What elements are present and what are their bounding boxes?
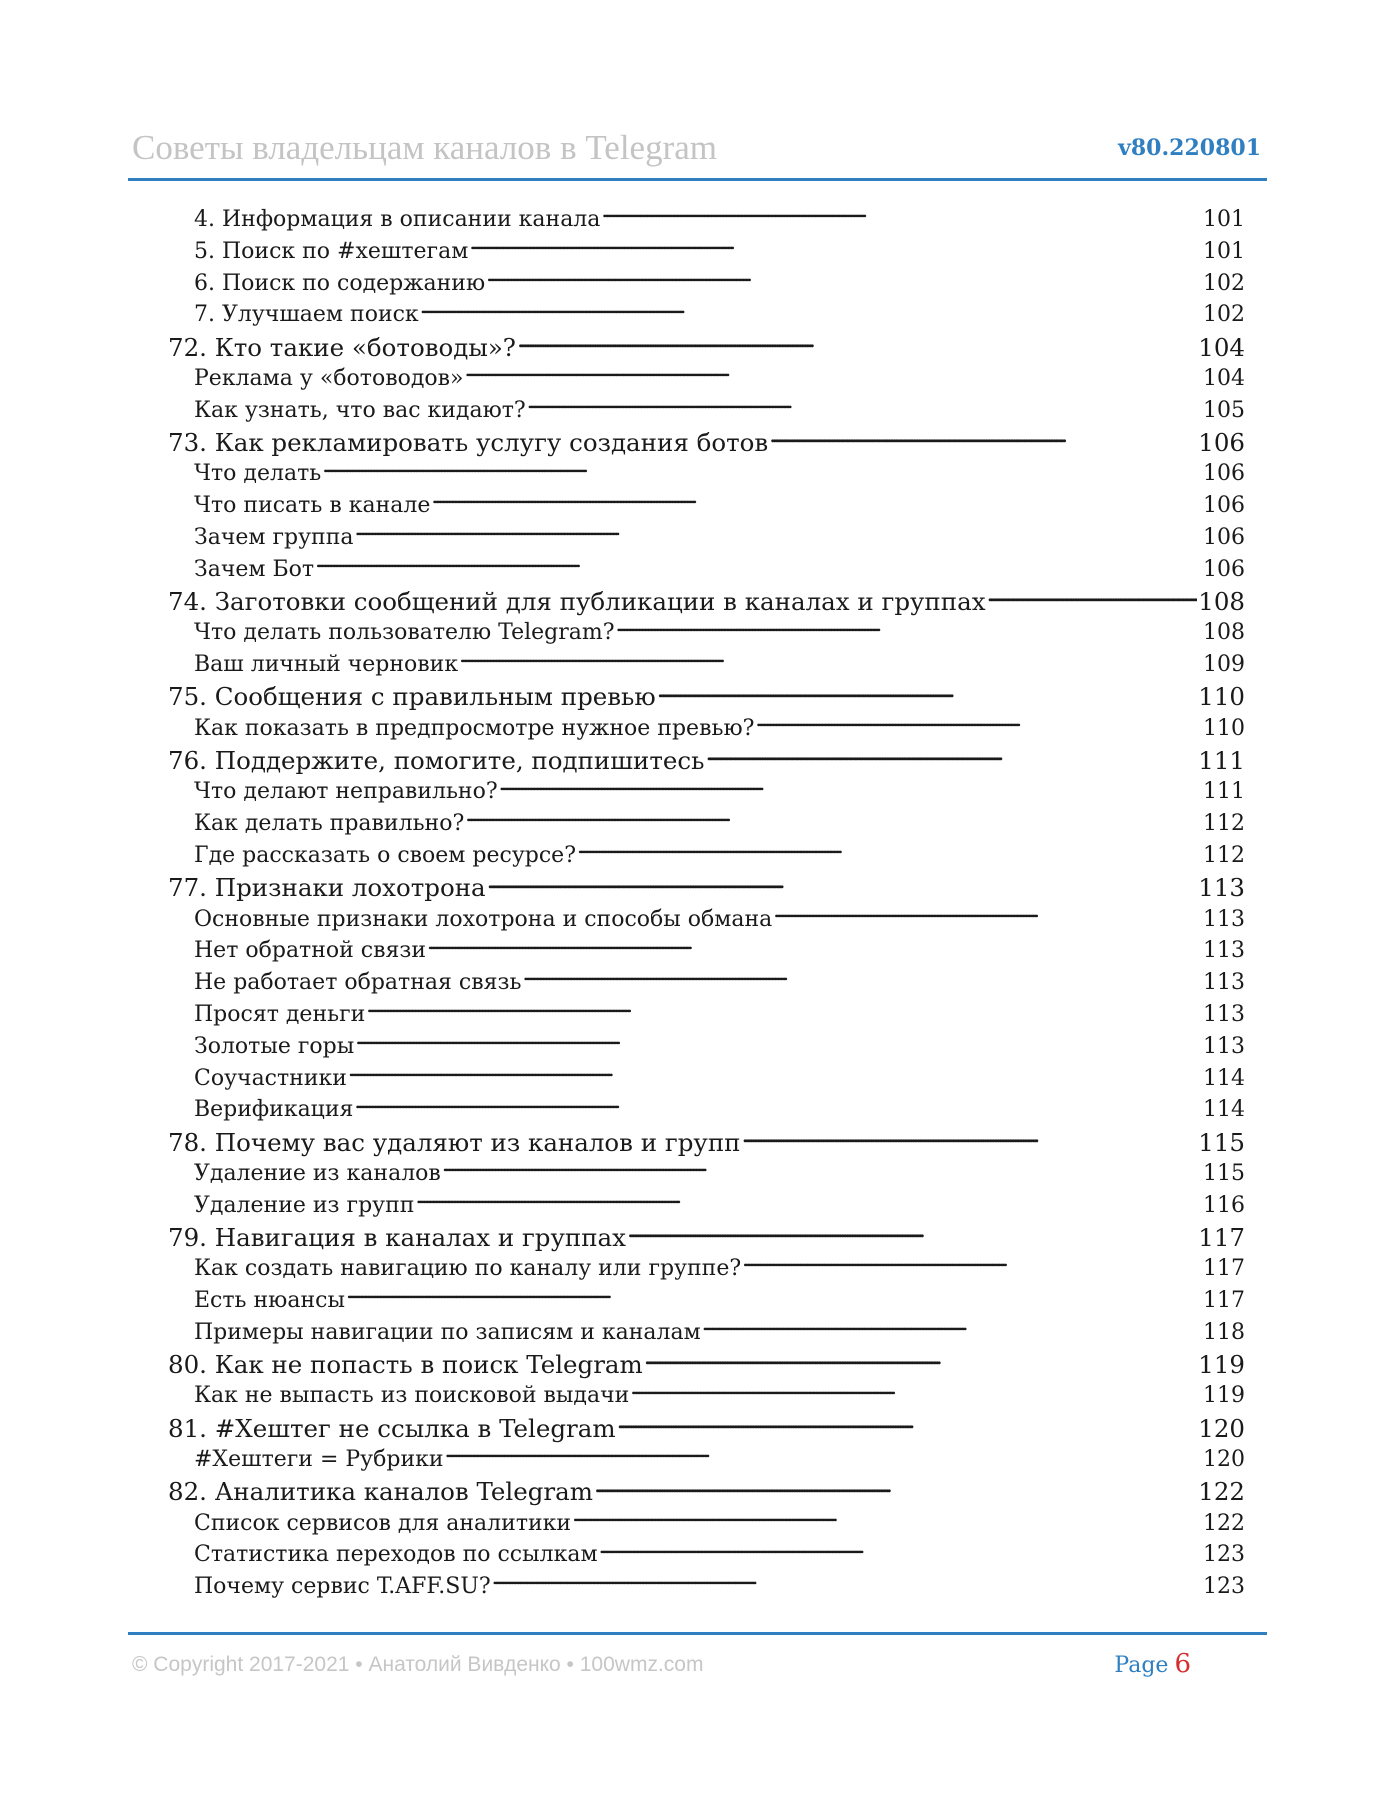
toc-entry-page: 106 [1198, 428, 1245, 458]
toc-entry-title: 5. Поиск по #хештегам [194, 238, 469, 264]
toc-section-entry[interactable] [194, 1317, 1245, 1349]
toc-entry-page: 112 [1203, 811, 1245, 837]
toc-entry-title: 76. Поддержите, помогите, подпишитесь [168, 746, 705, 776]
toc-entry-title: 80. Как не попасть в поиск Telegram [168, 1350, 643, 1380]
toc-section-entry[interactable] [194, 1508, 1245, 1540]
toc-entry-page: 101 [1203, 238, 1245, 264]
toc-dot-leader [322, 458, 1202, 480]
toc-entry-title: Золотые горы [194, 1033, 355, 1059]
toc-entry-title: Как узнать, что вас кидают? [194, 397, 526, 423]
toc-section-entry[interactable] [194, 1031, 1245, 1063]
toc-dot-leader [355, 522, 1203, 544]
toc-dot-leader [517, 331, 1197, 356]
toc-dot-leader [572, 1508, 1202, 1530]
toc-entry-title: #Хештеги = Рубрики [194, 1447, 444, 1473]
table-of-contents [168, 204, 1245, 1603]
toc-section-entry[interactable] [194, 999, 1245, 1031]
toc-entry-page: 116 [1203, 1192, 1245, 1218]
toc-entry-page: 113 [1203, 1033, 1245, 1059]
toc-entry-title: Список сервисов для аналитики [194, 1510, 572, 1536]
toc-entry-page: 119 [1198, 1350, 1245, 1380]
toc-chapter-entry[interactable] [168, 681, 1245, 713]
toc-dot-leader [657, 681, 1198, 706]
toc-entry-title: Как показать в предпросмотре нужное превью? [194, 715, 755, 741]
toc-chapter-entry[interactable] [168, 1476, 1245, 1508]
copyright-text: © Copyright 2017-2021 • Анатолий Вивденко • 100wmz.com [132, 1653, 704, 1676]
toc-entry-title: Как не выпасть из поисковой выдачи [194, 1383, 630, 1409]
toc-entry-title: Как делать правильно? [194, 811, 465, 837]
toc-entry-title: 73. Как рекламировать услугу создания ботов [168, 428, 769, 458]
toc-dot-leader [741, 1126, 1197, 1151]
toc-entry-title: 7. Улучшаем поиск [194, 302, 419, 328]
toc-entry-title: Просят деньги [194, 1001, 366, 1027]
toc-section-entry[interactable] [194, 840, 1245, 872]
toc-entry-page: 109 [1203, 652, 1245, 678]
toc-chapter-entry[interactable] [168, 872, 1245, 904]
toc-section-entry[interactable] [194, 490, 1245, 522]
toc-dot-leader [616, 617, 1202, 639]
toc-entry-page: 113 [1198, 873, 1245, 903]
toc-dot-leader [464, 363, 1202, 385]
page-header [128, 122, 1267, 181]
toc-entry-page: 106 [1203, 524, 1245, 550]
toc-entry-page: 115 [1203, 1160, 1245, 1186]
toc-dot-leader [577, 840, 1202, 862]
toc-chapter-entry[interactable] [168, 427, 1245, 459]
toc-section-entry[interactable] [194, 236, 1245, 268]
toc-section-entry[interactable] [194, 1285, 1245, 1317]
toc-section-entry[interactable] [194, 1539, 1245, 1571]
toc-chapter-entry[interactable] [168, 1222, 1245, 1254]
toc-section-entry[interactable] [194, 649, 1245, 681]
toc-entry-page: 120 [1198, 1413, 1245, 1443]
toc-dot-leader [431, 490, 1202, 512]
toc-chapter-entry[interactable] [168, 586, 1245, 618]
toc-entry-page: 110 [1203, 715, 1245, 741]
toc-entry-page: 112 [1203, 842, 1245, 868]
page-label: Page [1114, 1653, 1169, 1678]
toc-dot-leader [601, 204, 1202, 226]
toc-entry-title: Как создать навигацию по каналу или группе? [194, 1256, 742, 1282]
toc-dot-leader [348, 1063, 1202, 1085]
toc-section-entry[interactable] [194, 1063, 1245, 1095]
toc-section-entry[interactable] [194, 776, 1245, 808]
document-version: v80.220801 [1118, 135, 1261, 161]
toc-entry-page: 111 [1203, 779, 1245, 805]
toc-entry-page: 111 [1198, 746, 1245, 776]
toc-entry-page: 115 [1198, 1127, 1245, 1157]
toc-section-entry[interactable] [194, 1190, 1245, 1222]
toc-section-entry[interactable] [194, 522, 1245, 554]
page-footer [128, 1632, 1267, 1695]
toc-entry-page: 108 [1203, 620, 1245, 646]
toc-dot-leader [769, 427, 1197, 452]
toc-chapter-entry[interactable] [168, 1349, 1245, 1381]
toc-dot-leader [522, 967, 1202, 989]
toc-entry-page: 106 [1203, 493, 1245, 519]
toc-section-entry[interactable] [194, 204, 1245, 236]
toc-entry-page: 110 [1198, 682, 1245, 712]
toc-section-entry[interactable] [194, 808, 1245, 840]
toc-entry-title: Удаление из групп [194, 1192, 415, 1218]
toc-dot-leader [355, 1031, 1202, 1053]
page-number: 6 [1174, 1649, 1191, 1679]
toc-entry-page: 113 [1203, 906, 1245, 932]
toc-dot-leader [445, 1444, 1202, 1466]
toc-dot-leader [773, 904, 1202, 926]
toc-dot-leader [527, 395, 1202, 417]
toc-section-entry[interactable] [194, 1571, 1245, 1603]
toc-section-entry[interactable] [194, 904, 1245, 936]
toc-entry-page: 120 [1203, 1447, 1245, 1473]
toc-section-entry[interactable] [194, 1094, 1245, 1126]
toc-dot-leader [427, 935, 1202, 957]
toc-entry-page: 105 [1203, 397, 1245, 423]
toc-entry-page: 123 [1203, 1574, 1245, 1600]
toc-entry-page: 123 [1203, 1542, 1245, 1568]
toc-dot-leader [644, 1349, 1197, 1374]
toc-entry-page: 117 [1203, 1288, 1245, 1314]
toc-entry-title: Статистика переходов по ссылкам [194, 1542, 598, 1568]
toc-entry-page: 114 [1203, 1097, 1245, 1123]
toc-entry-page: 106 [1203, 556, 1245, 582]
toc-entry-page: 101 [1203, 207, 1245, 232]
toc-entry-title: Основные признаки лохотрона и способы обмана [194, 906, 773, 932]
toc-dot-leader [705, 745, 1197, 770]
toc-chapter-entry[interactable] [168, 1126, 1245, 1158]
toc-dot-leader [492, 1571, 1202, 1593]
toc-entry-title: Есть нюансы [194, 1288, 345, 1314]
toc-dot-leader [594, 1476, 1197, 1501]
toc-chapter-entry[interactable] [168, 331, 1245, 363]
toc-entry-title: Что делать [194, 461, 322, 487]
toc-entry-title: 6. Поиск по содержанию [194, 270, 486, 296]
toc-entry-title: 4. Информация в описании канала [194, 207, 601, 232]
toc-entry-title: Нет обратной связи [194, 938, 427, 964]
toc-dot-leader [366, 999, 1202, 1021]
toc-entry-title: Что писать в канале [194, 493, 431, 519]
toc-entry-page: 114 [1203, 1065, 1245, 1091]
toc-section-entry[interactable] [194, 1380, 1245, 1412]
toc-dot-leader [742, 1253, 1202, 1275]
toc-entry-title: 79. Навигация в каналах и группах [168, 1223, 626, 1252]
toc-entry-title: Где рассказать о своем ресурсе? [194, 842, 576, 868]
toc-section-entry[interactable] [194, 1253, 1245, 1285]
toc-entry-page: 122 [1198, 1477, 1245, 1507]
toc-entry-page: 102 [1203, 270, 1245, 296]
toc-dot-leader [617, 1412, 1198, 1437]
toc-entry-title: Верификация [194, 1097, 354, 1123]
toc-entry-title: Удаление из каналов [194, 1160, 441, 1186]
toc-entry-page: 106 [1203, 461, 1245, 487]
toc-dot-leader [469, 236, 1202, 258]
toc-dot-leader [354, 1094, 1202, 1116]
toc-dot-leader [499, 776, 1202, 798]
toc-entry-title: Зачем Бот [194, 556, 315, 582]
toc-section-entry[interactable] [194, 458, 1245, 490]
toc-dot-leader [465, 808, 1202, 830]
toc-section-entry[interactable] [194, 967, 1245, 999]
toc-section-entry[interactable] [194, 299, 1245, 331]
toc-entry-page: 122 [1203, 1510, 1245, 1536]
toc-dot-leader [630, 1380, 1202, 1402]
toc-dot-leader [415, 1190, 1202, 1212]
toc-entry-title: Почему сервис T.AFF.SU? [194, 1574, 491, 1600]
toc-entry-page: 119 [1203, 1383, 1245, 1409]
toc-entry-title: Что делают неправильно? [194, 779, 498, 805]
toc-entry-title: 74. Заготовки сообщений для публикации в каналах и группах [168, 587, 986, 617]
toc-section-entry[interactable] [194, 1158, 1245, 1190]
toc-section-entry[interactable] [194, 1444, 1245, 1476]
toc-dot-leader [420, 299, 1202, 321]
toc-entry-title: Ваш личный черновик [194, 652, 459, 678]
toc-section-entry[interactable] [194, 713, 1245, 745]
toc-entry-page: 117 [1198, 1223, 1245, 1252]
toc-entry-title: 81. #Хештег не ссылка в Telegram [168, 1413, 616, 1443]
toc-dot-leader [599, 1539, 1202, 1561]
toc-entry-page: 113 [1203, 938, 1245, 964]
toc-dot-leader [755, 713, 1202, 735]
toc-dot-leader [315, 554, 1202, 576]
toc-entry-page: 104 [1198, 332, 1245, 362]
toc-chapter-entry[interactable] [168, 745, 1245, 777]
toc-entry-title: 82. Аналитика каналов Telegram [168, 1477, 593, 1507]
toc-entry-title: Зачем группа [194, 524, 354, 550]
toc-section-entry[interactable] [194, 554, 1245, 586]
toc-section-entry[interactable] [194, 268, 1245, 300]
toc-section-entry[interactable] [194, 395, 1245, 427]
toc-section-entry[interactable] [194, 935, 1245, 967]
toc-section-entry[interactable] [194, 363, 1245, 395]
document-title: Советы владельцам каналов в Telegram [132, 128, 718, 167]
toc-chapter-entry[interactable] [168, 1412, 1245, 1444]
toc-entry-title: Соучастники [194, 1065, 347, 1091]
toc-entry-title: 72. Кто такие «ботоводы»? [168, 332, 516, 362]
toc-entry-page: 104 [1203, 365, 1245, 391]
toc-entry-title: 78. Почему вас удаляют из каналов и групп [168, 1127, 741, 1157]
toc-entry-page: 102 [1203, 302, 1245, 328]
toc-entry-title: Реклама у «ботоводов» [194, 365, 464, 391]
toc-entry-title: Что делать пользователю Telegram? [194, 620, 615, 646]
toc-dot-leader [346, 1285, 1202, 1307]
toc-dot-leader [987, 586, 1198, 611]
toc-dot-leader [702, 1317, 1202, 1339]
toc-entry-title: Не работает обратная связь [194, 970, 522, 996]
toc-section-entry[interactable] [194, 617, 1245, 649]
toc-dot-leader [486, 268, 1202, 290]
toc-entry-title: 77. Признаки лохотрона [168, 873, 486, 903]
toc-dot-leader [459, 649, 1202, 671]
page-indicator [1114, 1649, 1191, 1679]
toc-entry-title: 75. Сообщения с правильным превью [168, 682, 656, 712]
toc-dot-leader [442, 1158, 1202, 1180]
toc-entry-page: 113 [1203, 970, 1245, 996]
toc-dot-leader [627, 1222, 1197, 1247]
toc-entry-page: 118 [1203, 1319, 1245, 1345]
toc-entry-page: 117 [1203, 1256, 1245, 1282]
toc-dot-leader [487, 872, 1198, 897]
toc-entry-page: 113 [1203, 1001, 1245, 1027]
toc-entry-title: Примеры навигации по записям и каналам [194, 1319, 701, 1345]
toc-entry-page: 108 [1198, 587, 1245, 617]
